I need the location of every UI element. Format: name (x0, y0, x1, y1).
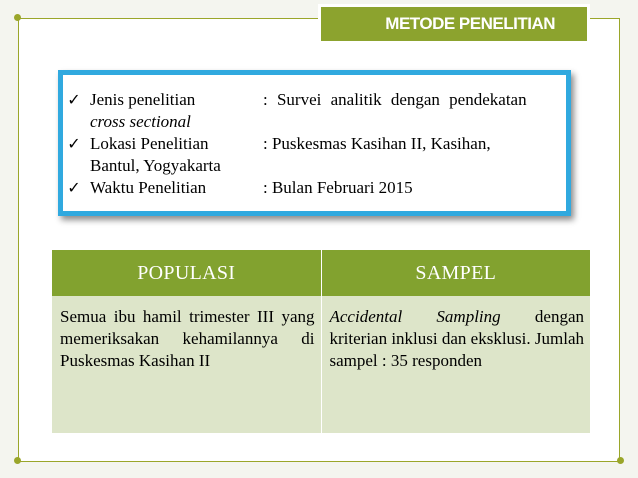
cell-sampel (321, 296, 590, 433)
info-label-jenis: Jenis penelitian (90, 90, 196, 109)
header-populasi: POPULASI (52, 250, 321, 296)
corner-dot (617, 457, 624, 464)
checkmark-icon: ✓ (67, 136, 81, 153)
checkmark-icon: ✓ (67, 92, 81, 109)
sampel-text: dengan kriterian inklusi dan eksklusi. Jumlah sampel : 35 responden (329, 307, 584, 370)
populasi-sampel-table (52, 250, 590, 433)
info-value-jenis: : Survei analitik dengan pendekatan (263, 90, 527, 109)
info-value-lokasi: : Puskesmas Kasihan II, Kasihan, (263, 134, 491, 153)
title-tab (318, 4, 590, 44)
info-continuation-jenis: cross sectional (90, 112, 191, 131)
corner-dot (14, 457, 21, 464)
corner-dot (14, 14, 21, 21)
checkmark-icon: ✓ (67, 180, 81, 197)
populasi-text: Semua ibu hamil trimester III yang memeriksakan kehamilannya di Puskesmas Kasihan II (60, 307, 315, 370)
info-label-waktu: Waktu Penelitian (90, 178, 207, 197)
page-title: METODE PENELITIAN (385, 14, 555, 33)
info-box (58, 70, 571, 216)
info-continuation-lokasi: Bantul, Yogyakarta (90, 156, 221, 175)
sampel-method: Accidental Sampling (329, 307, 501, 326)
info-label-lokasi: Lokasi Penelitian (90, 134, 209, 153)
cell-populasi (52, 296, 321, 433)
info-value-waktu: : Bulan Februari 2015 (263, 178, 413, 197)
header-sampel: SAMPEL (321, 250, 590, 296)
